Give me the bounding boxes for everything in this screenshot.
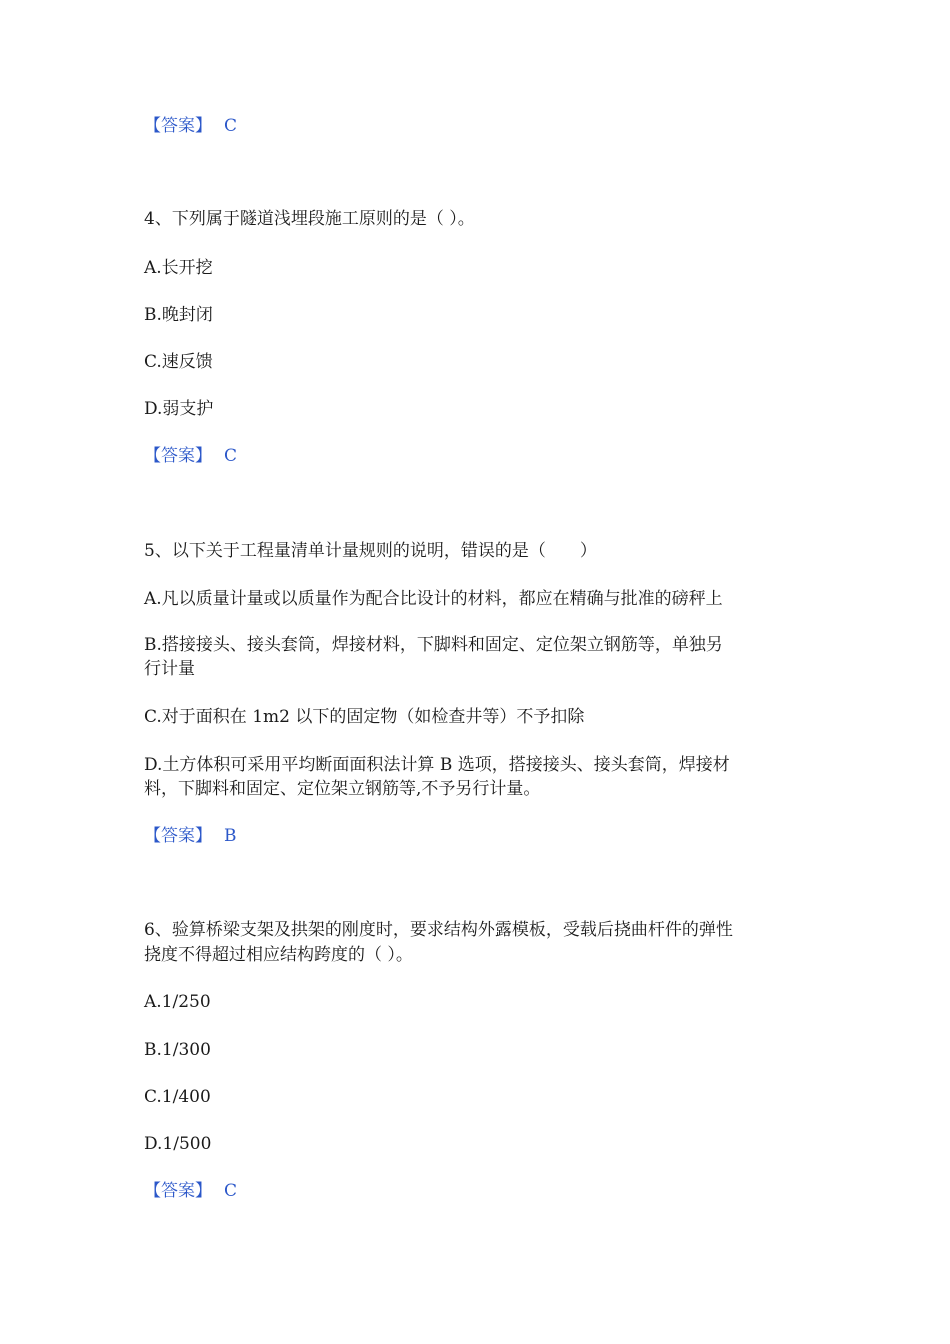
question-6-option-b: B.1/300 [144,1040,211,1060]
question-4-stem: 4、下列属于隧道浅埋段施工原则的是（ ）。 [144,209,475,229]
answer-label: 【答案】 [144,446,212,466]
answer-label: 【答案】 [144,116,212,136]
answer-value: C [224,1181,238,1201]
answer-label: 【答案】 [144,1181,212,1201]
question-4-option-a: A.长开挖 [144,258,213,278]
question-4-option-b: B.晚封闭 [144,305,213,325]
answer-q4 [144,444,814,468]
answer-value: C [224,446,238,466]
answer-q6 [144,1179,814,1203]
question-6-option-a: A.1/250 [144,992,211,1012]
question-5-option-d: D.土方体积可采用平均断面面积法计算 B 选项，搭接接头、接头套筒，焊接材 [144,755,730,775]
question-6-stem-line-2: 挠度不得超过相应结构跨度的（ ）。 [144,945,413,965]
answer-value: B [224,826,237,846]
question-5-option-c: C.对于面积在 1m2 以下的固定物（如检查井等）不予扣除 [144,707,585,727]
question-5-option-a: A.凡以质量计量或以质量作为配合比设计的材料，都应在精确与批准的磅秤上 [144,589,723,609]
question-6-option-c: C.1/400 [144,1087,211,1107]
question-4-option-c: C.速反馈 [144,352,213,372]
answer-value: C [224,116,238,136]
question-5-option-d-cont: 料，下脚料和固定、定位架立钢筋等,不予另行计量。 [144,779,541,799]
question-4-option-d: D.弱支护 [144,399,214,419]
answer-label: 【答案】 [144,826,212,846]
question-5-option-b: B.搭接接头、接头套筒，焊接材料，下脚料和固定、定位架立钢筋等，单独另 [144,635,723,655]
question-6-stem-line-1: 6、验算桥梁支架及拱架的刚度时，要求结构外露模板，受载后挠曲杆件的弹性 [144,920,733,940]
answer-q5 [144,824,814,848]
question-5-option-b-cont: 行计量 [144,659,195,679]
question-5-stem: 5、以下关于工程量清单计量规则的说明，错误的是（ ） [144,541,597,561]
answer-q3 [144,114,814,138]
question-6-option-d: D.1/500 [144,1134,212,1154]
